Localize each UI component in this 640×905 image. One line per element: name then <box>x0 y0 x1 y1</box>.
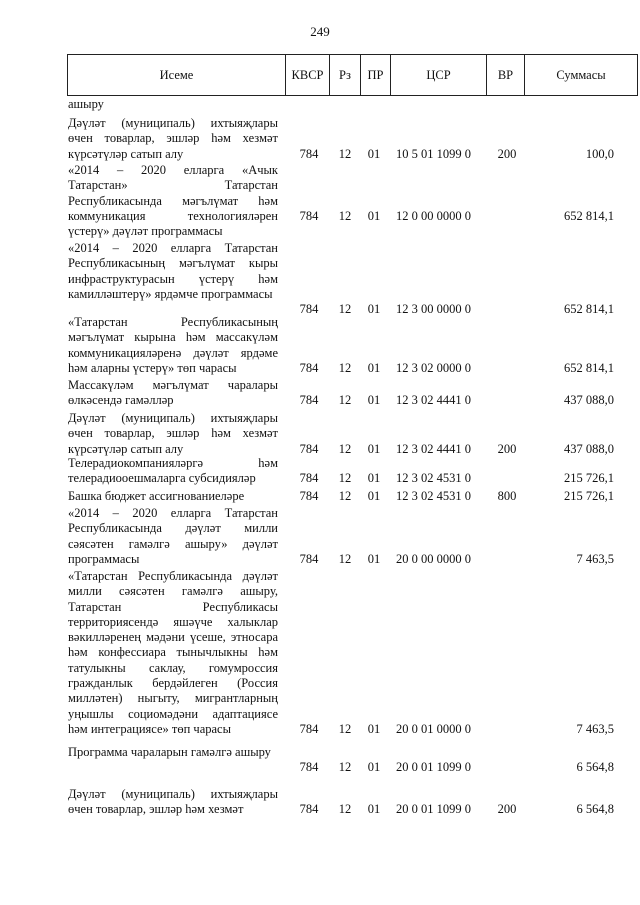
row-name: Башка бюджет ассигнованиеләре <box>68 489 245 503</box>
row-sum: 652 814,1 <box>564 360 614 375</box>
row-name: «2014 – 2020 елларга «Ачык Татарстан» Татарстан Республикасында мәгълүмат һәм коммуникация технологияләрен үстерү» дәүләт программасы <box>68 163 278 239</box>
row-rz: 12 <box>338 146 352 161</box>
row-kvsr: 784 <box>299 802 319 817</box>
row-rz: 12 <box>338 360 352 375</box>
row-sum: 652 814,1 <box>564 302 614 317</box>
row-rz: 12 <box>338 802 352 817</box>
table-row <box>0 745 640 776</box>
table-row <box>0 411 640 457</box>
row-kvsr: 784 <box>299 551 319 566</box>
row-kvsr: 784 <box>299 302 319 317</box>
row-csr: 12 3 00 0000 0 <box>396 302 471 317</box>
row-sum: 215 726,1 <box>564 471 614 486</box>
row-csr: 12 3 02 4531 0 <box>396 489 471 503</box>
row-sum: 437 088,0 <box>564 393 614 408</box>
table-row <box>0 456 640 487</box>
row-pr: 01 <box>367 722 381 736</box>
row-rz: 12 <box>338 393 352 408</box>
row-pr: 01 <box>367 471 381 486</box>
row-vr: 200 <box>497 441 517 456</box>
row-name: Дәүләт (муниципаль) ихтыяҗлары өчен товарлар, эшләр һәм хезмәт күрсәтүләр сатып алу <box>68 116 278 161</box>
table-header <box>67 54 638 96</box>
row-csr: 20 0 01 1099 0 <box>396 760 471 775</box>
header-vr: ВР <box>487 55 525 95</box>
row-sum: 215 726,1 <box>564 489 614 503</box>
row-csr: 12 3 02 4441 0 <box>396 393 471 408</box>
row-name: «Татарстан Республикасында дәүләт милли сәясәтен гамәлгә ашыру, Татарстан Республикасы территориясендә яшәүче халыклар вәкилләренең мәдәни үсеше, этносара һәм конфессиара тынычлыкны һәм татулыкны саклау, гомумроссия гражданлык бердәйлеген (Россия милләтен) ныгыту, мигрантларның уңышлы социомәдәни адаптациясе һәм интеграциясе» төп чарасы <box>68 569 278 736</box>
row-name: «2014 – 2020 елларга Татарстан Республикасында дәүләт милли сәясәтен гамәлгә ашыру» дәүләт программасы <box>68 506 278 566</box>
row-vr: 200 <box>497 146 517 161</box>
row-kvsr: 784 <box>299 441 319 456</box>
row-pr: 01 <box>367 802 381 817</box>
row-csr: 20 0 01 1099 0 <box>396 802 471 817</box>
row-name: Массакүләм мәгълүмат чаралары өлкәсендә гамәлләр <box>68 378 278 408</box>
row-sum: 6 564,8 <box>576 760 614 775</box>
table-row <box>0 241 640 318</box>
row-pr: 01 <box>367 393 381 408</box>
row-name: Телерадиокомпанияләргә һәм телерадиооешмаларга субсидияләр <box>68 456 278 486</box>
row-vr: 200 <box>497 802 517 817</box>
row-csr: 10 5 01 1099 0 <box>396 146 471 161</box>
row-kvsr: 784 <box>299 360 319 375</box>
row-sum: 652 814,1 <box>564 208 614 223</box>
continuation-text: ашыру <box>68 97 104 111</box>
row-rz: 12 <box>338 551 352 566</box>
row-name: «2014 – 2020 елларга Татарстан Республикасының мәгълүмат кыры инфраструктурасын үстерү һәм камилләштерү» ярдәмче программасы <box>68 241 278 301</box>
row-sum: 7 463,5 <box>576 551 614 566</box>
row-pr: 01 <box>367 441 381 456</box>
table-row <box>0 315 640 376</box>
table-row <box>0 506 640 567</box>
header-kvsr: КВСР <box>286 55 330 95</box>
row-rz: 12 <box>338 441 352 456</box>
row-rz: 12 <box>338 722 352 736</box>
row-kvsr: 784 <box>299 722 319 736</box>
table-row <box>0 787 640 818</box>
row-vr: 800 <box>497 489 517 503</box>
row-pr: 01 <box>367 302 381 317</box>
table-row <box>0 378 640 409</box>
header-pr: ПР <box>361 55 391 95</box>
table-row <box>0 569 640 737</box>
row-kvsr: 784 <box>299 208 319 223</box>
row-pr: 01 <box>367 760 381 775</box>
row-kvsr: 784 <box>299 489 319 503</box>
header-csr: ЦСР <box>391 55 487 95</box>
row-name: Дәүләт (муниципаль) ихтыяҗлары өчен товарлар, эшләр һәм хезмәт күрсәтүләр сатып алу <box>68 411 278 456</box>
row-pr: 01 <box>367 208 381 223</box>
row-csr: 12 3 02 4531 0 <box>396 471 471 486</box>
row-sum: 7 463,5 <box>576 722 614 736</box>
row-rz: 12 <box>338 760 352 775</box>
row-name: Дәүләт (муниципаль) ихтыяҗлары өчен товарлар, эшләр һәм хезмәт <box>68 787 278 817</box>
page-number: 249 <box>310 24 330 39</box>
row-rz: 12 <box>338 471 352 486</box>
table-row <box>0 116 640 162</box>
row-pr: 01 <box>367 551 381 566</box>
row-kvsr: 784 <box>299 760 319 775</box>
row-rz: 12 <box>338 302 352 317</box>
row-kvsr: 784 <box>299 471 319 486</box>
row-sum: 437 088,0 <box>564 441 614 456</box>
row-csr: 12 0 00 0000 0 <box>396 208 471 223</box>
row-kvsr: 784 <box>299 146 319 161</box>
row-sum: 6 564,8 <box>576 802 614 817</box>
row-pr: 01 <box>367 146 381 161</box>
header-sum: Суммасы <box>556 67 606 82</box>
table-row <box>0 489 640 504</box>
row-csr: 12 3 02 4441 0 <box>396 441 471 456</box>
row-sum: 100,0 <box>585 146 614 161</box>
row-rz: 12 <box>338 208 352 223</box>
header-name: Исеме <box>68 55 286 95</box>
row-csr: 12 3 02 0000 0 <box>396 360 471 375</box>
row-csr: 20 0 01 0000 0 <box>396 722 471 736</box>
row-name: Программа чараларын гамәлгә ашыру <box>68 745 271 759</box>
table-row <box>0 163 640 239</box>
row-csr: 20 0 00 0000 0 <box>396 551 471 566</box>
row-rz: 12 <box>338 489 352 503</box>
row-kvsr: 784 <box>299 393 319 408</box>
row-name: «Татарстан Республикасының мәгълүмат кырына һәм массакүләм коммуникацияләренә дәүләт ярдәме һәм аларны үстерү» төп чарасы <box>68 315 278 375</box>
row-pr: 01 <box>367 489 381 503</box>
header-rz: Рз <box>330 55 361 95</box>
row-pr: 01 <box>367 360 381 375</box>
